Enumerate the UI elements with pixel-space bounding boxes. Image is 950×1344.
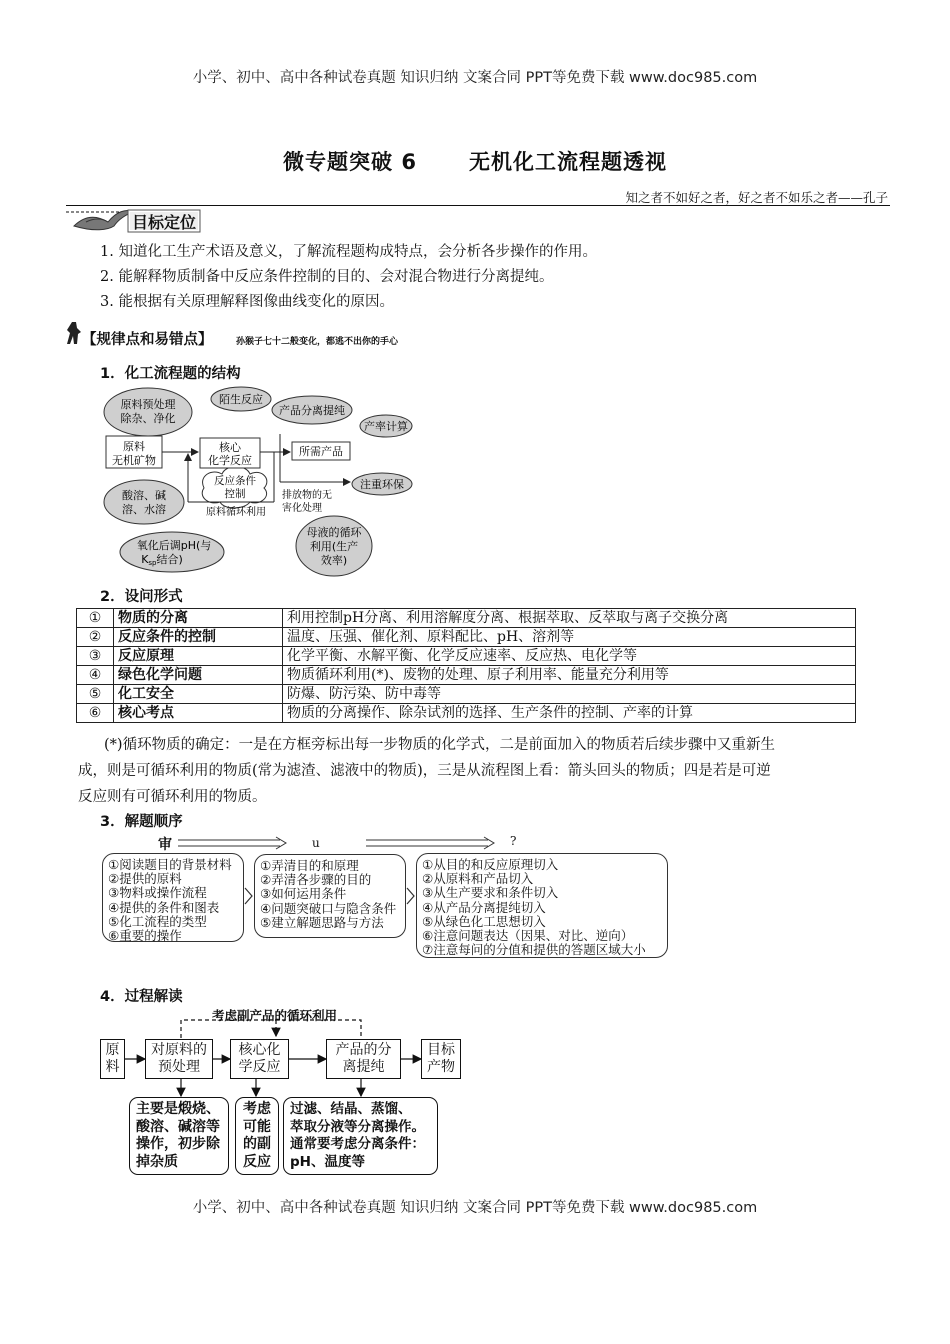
step-label-b: u [312,836,320,850]
section-1-heading: 1．化工流程题的结构 [100,366,241,382]
objectives-heading: 目标定位 [132,213,197,232]
label-mother-1: 母液的循环 [306,526,362,539]
question-form-table [76,608,856,723]
step-core: 核心化 学反应 [230,1039,289,1079]
label-sep: 产品分离提纯 [279,404,345,417]
structure-diagram [100,384,440,580]
label-oxid-2: Ksp结合) [141,553,183,567]
objective-1: 1. 知道化工生产术语及意义，了解流程题构成特点，会分析各步操作的作用。 [100,244,597,260]
label-waste-1: 排放物的无 [282,490,332,501]
section-2-heading: 2．设问形式 [100,589,183,605]
cycle-note-line-2: 成，则是可循环利用的物质(常为滤渣、滤液中的物质)，三是从流程图上看：箭头回头的物质；四是若是可逆 [78,763,771,779]
label-core-1: 核心 [219,441,241,454]
top-banner: 小学、初中、高中各种试卷真题 知识归纳 文案合同 PPT等免费下载 www.doc985.com [192,70,758,86]
label-raw-2: 无机矿物 [112,454,156,467]
analyze-box: ①弄清目的和原理 ②弄清各步骤的目的 ③如何运用条件 ④问题突破口与隐含条件 ⑤建立解题思路与方法 [254,854,406,938]
objective-2: 2. 能解释物质制备中反应条件控制的目的、会对混合物进行分离提纯。 [100,269,554,285]
answer-box: ①从目的和反应原理切入 ②从原料和产品切入 ③从生产要求和条件切入 ④从产品分离提纯切入 ⑤从绿色化工思想切入 ⑥注意问题表达（因果、对比、逆向） ⑦注意每问的分值和提供的答题区域大小 [416,853,668,958]
read-box: ①阅读题目的背景材料 ②提供的原料 ③物料或操作流程 ④提供的条件和图表 ⑤化工流程的类型 ⑥重要的操作 [102,853,244,942]
label-acid-1: 酸溶、碱 [122,489,166,502]
title-part-1: 微专题突破 6 [283,150,417,174]
label-recycle: 原料循环利用 [206,507,266,518]
motto: 知之者不如好之者，好之者不如乐之者——孔子 [625,190,888,205]
ellipse-oxid [120,532,224,572]
section-3-heading: 3．解题顺序 [100,814,183,830]
detail-pretreat: 主要是煅烧、 酸溶、碱溶等 操作，初步除 掉杂质 [129,1097,229,1175]
label-acid-2: 溶、水溶 [122,503,166,516]
table-row: ④ 绿色化学问题 物质循环利用(*)、废物的处理、原子利用率、能量充分利用等 [77,666,856,685]
step-pretreat: 对原料的 预处理 [145,1039,213,1079]
label-mother-2: 利用(生产 [309,540,359,553]
title-part-2: 无机化工流程题透视 [468,150,667,174]
detail-separate: 过滤、结晶、蒸馏、 萃取分液等分离操作。 通常要考虑分离条件： pH、温度等 [283,1097,438,1175]
label-target: 所需产品 [299,445,343,458]
arrow-1-2 [244,886,254,906]
rules-subtitle: 孙猴子七十二般变化，都逃不出你的手心 [236,337,399,347]
label-yield: 产率计算 [364,420,408,433]
detail-core: 考虑 可能 的副 反应 [235,1097,279,1175]
step-label-a: 审 [158,837,172,853]
label-strange: 陌生反应 [219,393,263,406]
step-arrows [176,836,516,852]
label-oxid-1: 氧化后调pH(与 [136,539,212,552]
label-pretreat-1: 原料预处理 [120,398,176,411]
table-row: ⑤ 化工安全 防爆、防污染、防中毒等 [77,685,856,704]
table-row: ⑥ 核心考点 物质的分离操作、除杂试剂的选择、生产条件的控制、产率的计算 [77,704,856,723]
label-mother-3: 效率) [320,554,348,567]
step-separate: 产品的分 离提纯 [326,1039,401,1079]
step-target: 目标 产物 [421,1039,461,1079]
dashed-label: 考虑副产品的循环利用 [212,1008,338,1023]
objective-3: 3. 能根据有关原理解释图像曲线变化的原因。 [100,294,394,310]
rules-heading: 【规律点和易错点】 [82,332,213,348]
table-row: ③ 反应原理 化学平衡、水解平衡、化学反应速率、反应热、电化学等 [77,647,856,666]
double-arrow-1 [178,837,286,849]
section-4-heading: 4．过程解读 [100,989,183,1005]
figure-icon [64,320,84,346]
cycle-note-line-1: (*)循环物质的确定：一是在方框旁标出每一步物质的化学式，二是前面加入的物质若后续步骤中又重新生 [104,737,776,753]
step-label-c: ? [510,834,517,848]
label-core-2: 化学反应 [208,454,252,467]
label-env: 注重环保 [360,478,404,491]
table-row: ② 反应条件的控制 温度、压强、催化剂、原料配比、pH、溶剂等 [77,628,856,647]
cycle-note-line-3: 反应则有可循环利用的物质。 [78,789,267,805]
label-cond-1: 反应条件 [214,475,256,487]
page-title [0,146,950,176]
bottom-banner: 小学、初中、高中各种试卷真题 知识归纳 文案合同 PPT等免费下载 www.doc985.com [192,1200,758,1216]
arrow-2-3 [406,886,416,906]
ellipse-acid [104,480,184,524]
label-raw-1: 原料 [123,440,145,453]
label-waste-2: 害化处理 [282,503,322,514]
label-cond-2: 控制 [224,488,246,500]
double-arrow-2 [366,837,494,849]
label-pretreat-2: 除杂、净化 [120,412,176,425]
table-row: ① 物质的分离 利用控制pH分离、利用溶解度分离、根据萃取、反萃取与离子交换分离 [77,609,856,628]
step-raw: 原 料 [100,1039,125,1079]
